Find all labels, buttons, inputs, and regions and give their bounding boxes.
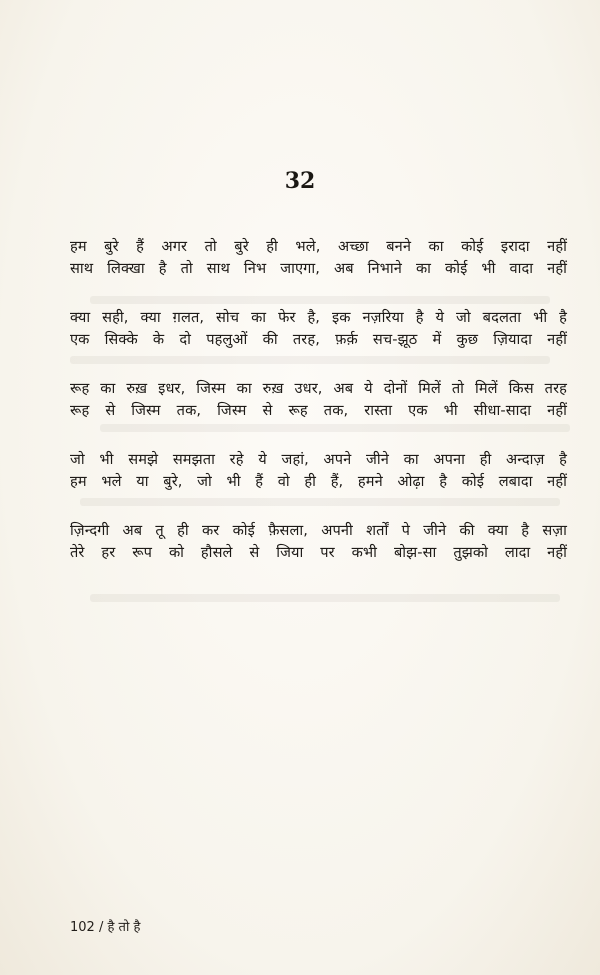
chapter-number: 32 bbox=[284, 168, 316, 194]
poem-line: रूह से जिस्म तक, जिस्म से रूह तक, रास्ता एक भी सीधा-सादा नहीं bbox=[70, 402, 567, 419]
stanza bbox=[70, 307, 567, 351]
poem-line: रूह का रुख़ इधर, जिस्म का रुख़ उधर, अब ये दोनों मिलें तो मिलें किस तरह bbox=[70, 380, 567, 397]
book-title: है तो है bbox=[107, 920, 141, 935]
poem-line: एक सिक्के के दो पहलुओं की तरह, फ़र्क़ सच-झूठ में कुछ ज़ियादा नहीं bbox=[70, 331, 567, 348]
stanza bbox=[70, 520, 567, 564]
poem-line: हम भले या बुरे, जो भी हैं वो ही हैं, हमने ओढ़ा है कोई लबादा नहीं bbox=[70, 473, 567, 490]
stanza bbox=[70, 449, 567, 493]
footer-separator: / bbox=[98, 920, 104, 935]
poem bbox=[70, 236, 567, 591]
poem-line: ज़िन्दगी अब तू ही कर कोई फ़ैसला, अपनी शर्तों पे जीने की क्या है सज़ा bbox=[70, 522, 567, 539]
stanza bbox=[70, 236, 567, 280]
poem-line: हम बुरे हैं अगर तो बुरे ही भले, अच्छा बनने का कोई इरादा नहीं bbox=[70, 238, 567, 255]
poem-line: क्या सही, क्या ग़लत, सोच का फेर है, इक नज़रिया है ये जो बदलता भी है bbox=[70, 309, 567, 326]
poem-line: तेरे हर रूप को हौसले से जिया पर कभी बोझ-सा तुझको लादा नहीं bbox=[70, 544, 567, 561]
poem-line: जो भी समझे समझता रहे ये जहां, अपने जीने का अपना ही अन्दाज़ है bbox=[70, 451, 567, 468]
page-number: 102 bbox=[70, 920, 95, 935]
poem-line: साथ लिक्खा है तो साथ निभ जाएगा, अब निभाने का कोई भी वादा नहीं bbox=[70, 260, 567, 277]
stanza bbox=[70, 378, 567, 422]
page-footer bbox=[70, 917, 140, 935]
